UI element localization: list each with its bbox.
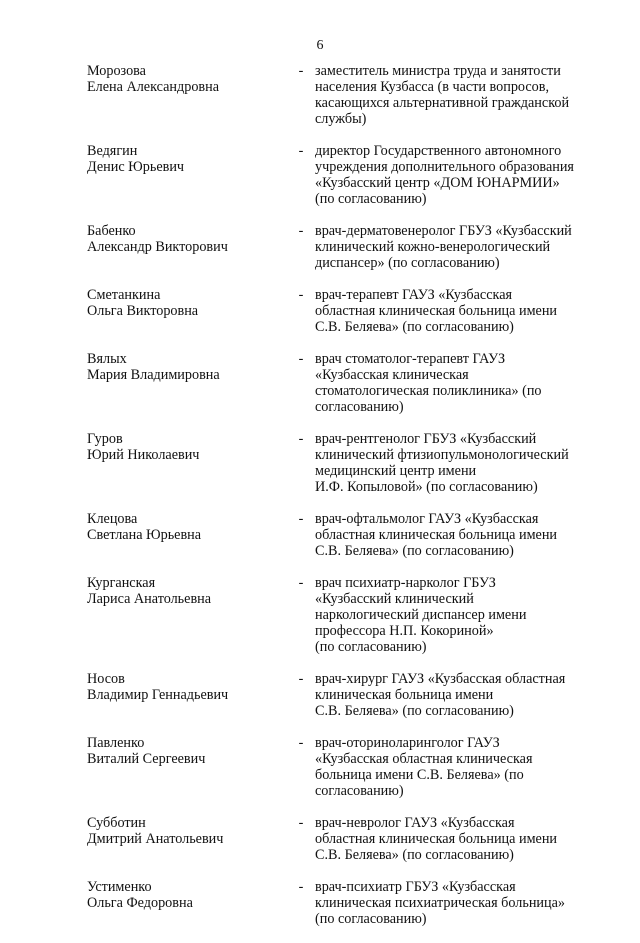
entry-dash: -	[298, 351, 304, 367]
member-given-names: Дмитрий Анатольевич	[87, 831, 224, 847]
member-role-line: врач стоматолог-терапевт ГАУЗ	[315, 351, 506, 367]
member-surname: Бабенко	[87, 223, 136, 239]
member-given-names: Светлана Юрьевна	[87, 527, 202, 543]
member-role-line: (по согласованию)	[315, 639, 427, 655]
entry-dash: -	[298, 815, 304, 831]
member-role	[315, 879, 607, 927]
member-role-line: врач-офтальмолог ГАУЗ «Кузбасская	[315, 511, 539, 527]
member-role-line: врач-хирург ГАУЗ «Кузбасская областная	[315, 671, 566, 687]
member-given-names: Елена Александровна	[87, 79, 219, 95]
member-role-line: службы)	[315, 111, 367, 127]
member-entry	[87, 351, 607, 415]
member-role-line: «Кузбасская клиническая	[315, 367, 469, 383]
member-name	[87, 287, 287, 335]
member-role-line: учреждения дополнительного образования	[315, 159, 574, 175]
member-role-line: населения Кузбасса (в части вопросов,	[315, 79, 550, 95]
member-role-line: врач психиатр-нарколог ГБУЗ	[315, 575, 496, 591]
member-role	[315, 815, 607, 863]
member-role-line: директор Государственного автономного	[315, 143, 562, 159]
member-surname: Носов	[87, 671, 125, 687]
member-role	[315, 351, 607, 415]
member-given-names: Владимир Геннадьевич	[87, 687, 229, 703]
member-role-line: согласованию)	[315, 783, 404, 799]
member-role	[315, 223, 607, 271]
member-role-line: согласованию)	[315, 399, 404, 415]
member-role-line: (по согласованию)	[315, 191, 427, 207]
member-role-line: областная клиническая больница имени	[315, 303, 558, 319]
member-entry	[87, 223, 607, 271]
member-name	[87, 63, 287, 127]
member-surname: Субботин	[87, 815, 146, 831]
member-role	[315, 575, 607, 655]
entry-dash: -	[298, 223, 304, 239]
member-role-line: касающихся альтернативной гражданской	[315, 95, 570, 111]
member-entry	[87, 511, 607, 559]
member-role-line: профессора Н.П. Кокориной»	[315, 623, 494, 639]
member-surname: Морозова	[87, 63, 146, 79]
member-role	[315, 431, 607, 495]
member-role-line: врач-невролог ГАУЗ «Кузбасская	[315, 815, 515, 831]
member-entry	[87, 575, 607, 655]
member-role	[315, 287, 607, 335]
member-role-line: врач-психиатр ГБУЗ «Кузбасская	[315, 879, 516, 895]
member-role-line: врач-терапевт ГАУЗ «Кузбасская	[315, 287, 513, 303]
member-entry	[87, 287, 607, 335]
page-number: 6	[316, 38, 324, 53]
member-name	[87, 575, 287, 655]
member-role-line: диспансер» (по согласованию)	[315, 255, 500, 271]
member-name	[87, 223, 287, 271]
entry-dash: -	[298, 63, 304, 79]
member-role-line: «Кузбасская областная клиническая	[315, 751, 533, 767]
member-surname: Павленко	[87, 735, 145, 751]
member-given-names: Лариса Анатольевна	[87, 591, 212, 607]
member-role-line: врач-дерматовенеролог ГБУЗ «Кузбасский	[315, 223, 572, 239]
member-entry	[87, 431, 607, 495]
member-entry	[87, 735, 607, 799]
entry-dash: -	[298, 879, 304, 895]
member-name	[87, 735, 287, 799]
entry-dash: -	[298, 287, 304, 303]
entry-dash: -	[298, 671, 304, 687]
member-role-line: (по согласованию)	[315, 911, 427, 927]
member-role-line: С.В. Беляева» (по согласованию)	[315, 543, 514, 559]
member-role-line: врач-рентгенолог ГБУЗ «Кузбасский	[315, 431, 537, 447]
member-name	[87, 879, 287, 927]
member-role	[315, 735, 607, 799]
member-name	[87, 671, 287, 719]
member-surname: Клецова	[87, 511, 138, 527]
member-role-line: врач-оториноларинголог ГАУЗ	[315, 735, 500, 751]
member-given-names: Денис Юрьевич	[87, 159, 185, 175]
member-name	[87, 431, 287, 495]
member-role	[315, 143, 607, 207]
member-entry	[87, 63, 607, 127]
member-role-line: «Кузбасский центр «ДОМ ЮНАРМИИ»	[315, 175, 560, 191]
member-role-line: стоматологическая поликлиника» (по	[315, 383, 542, 399]
member-role	[315, 63, 607, 127]
member-surname: Гуров	[87, 431, 123, 447]
entry-dash: -	[298, 143, 304, 159]
member-entry	[87, 879, 607, 927]
entry-dash: -	[298, 735, 304, 751]
member-given-names: Мария Владимировна	[87, 367, 220, 383]
member-name	[87, 511, 287, 559]
member-surname: Сметанкина	[87, 287, 161, 303]
member-name	[87, 351, 287, 415]
member-name	[87, 143, 287, 207]
member-list	[87, 63, 607, 943]
member-role-line: клинический кожно-венерологический	[315, 239, 551, 255]
entry-dash: -	[298, 511, 304, 527]
member-role-line: С.В. Беляева» (по согласованию)	[315, 847, 514, 863]
member-role-line: областная клиническая больница имени	[315, 831, 558, 847]
member-role-line: наркологический диспансер имени	[315, 607, 527, 623]
member-role-line: медицинский центр имени	[315, 463, 477, 479]
member-role-line: клиническая больница имени	[315, 687, 494, 703]
member-given-names: Ольга Викторовна	[87, 303, 199, 319]
member-role-line: «Кузбасский клинический	[315, 591, 474, 607]
member-given-names: Ольга Федоровна	[87, 895, 193, 911]
entry-dash: -	[298, 575, 304, 591]
member-role	[315, 511, 607, 559]
member-role-line: клинический фтизиопульмонологический	[315, 447, 569, 463]
member-name	[87, 815, 287, 863]
member-given-names: Юрий Николаевич	[87, 447, 200, 463]
member-surname: Устименко	[87, 879, 152, 895]
member-role-line: И.Ф. Копыловой» (по согласованию)	[315, 479, 538, 495]
member-given-names: Виталий Сергеевич	[87, 751, 206, 767]
member-entry	[87, 143, 607, 207]
member-role-line: С.В. Беляева» (по согласованию)	[315, 703, 514, 719]
member-entry	[87, 671, 607, 719]
member-role-line: С.В. Беляева» (по согласованию)	[315, 319, 514, 335]
member-surname: Вялых	[87, 351, 127, 367]
member-role-line: заместитель министра труда и занятости	[315, 63, 561, 79]
member-entry	[87, 815, 607, 863]
member-role-line: больница имени С.В. Беляева» (по	[315, 767, 524, 783]
member-surname: Ведягин	[87, 143, 138, 159]
member-role-line: клиническая психиатрическая больница»	[315, 895, 566, 911]
entry-dash: -	[298, 431, 304, 447]
member-surname: Курганская	[87, 575, 156, 591]
member-given-names: Александр Викторович	[87, 239, 228, 255]
member-role	[315, 671, 607, 719]
member-role-line: областная клиническая больница имени	[315, 527, 558, 543]
